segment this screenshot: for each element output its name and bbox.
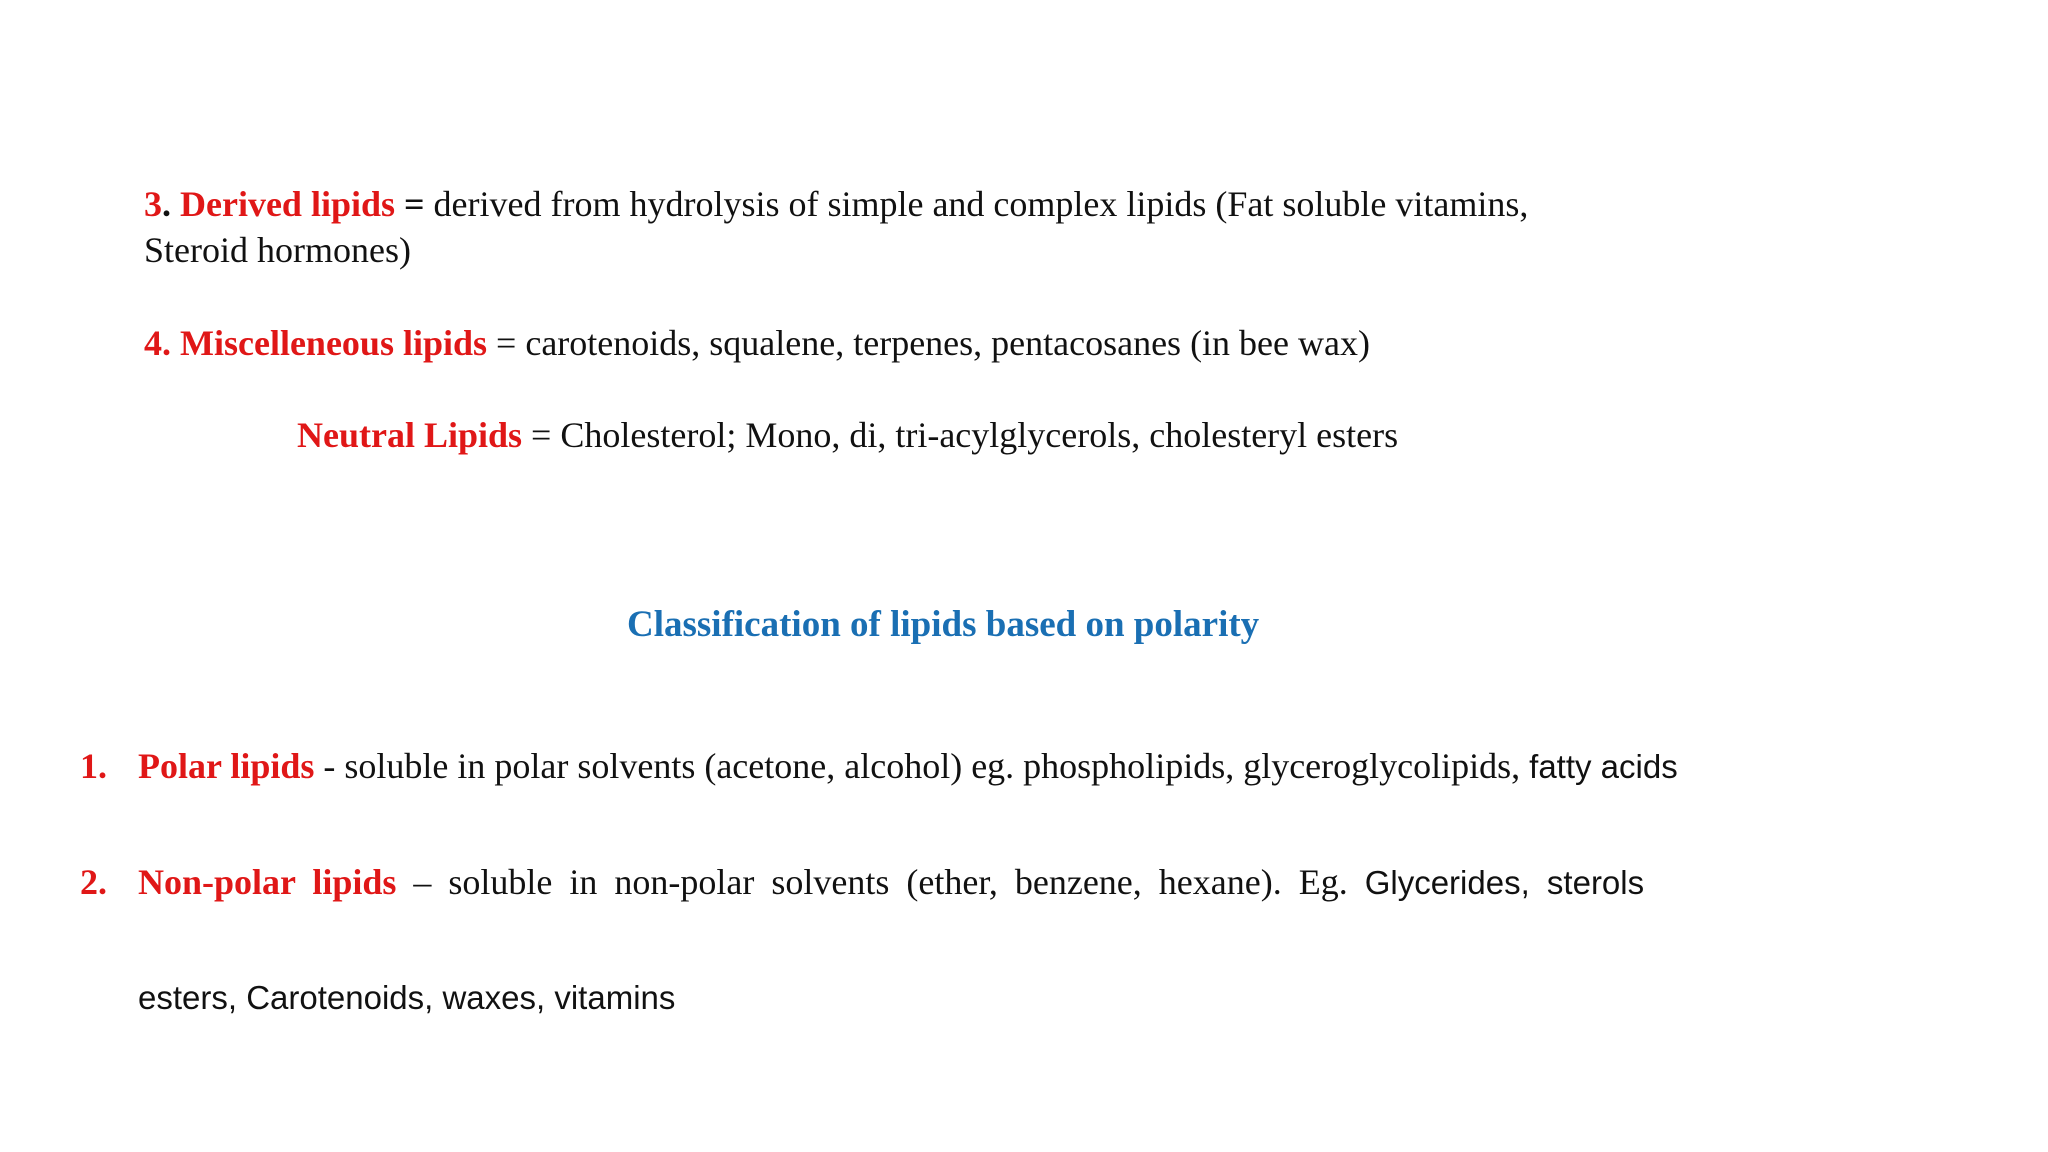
miscellaneous-lipids-definition: = carotenoids, squalene, terpenes, pentacosanes (in bee wax) (496, 323, 1370, 363)
derived-lipids-number: 3 (144, 184, 162, 224)
non-polar-lipids-definition-tail: Glycerides, sterols (1364, 864, 1645, 901)
neutral-lipids-line (297, 412, 1398, 458)
derived-lipids-equals: = (404, 184, 425, 224)
derived-lipids-definition: derived from hydrolysis of simple and complex lipids (Fat soluble vitamins, (433, 184, 1529, 224)
list-item-non-polar-lipids (80, 859, 1644, 906)
non-polar-lipids-continuation: esters, Carotenoids, waxes, vitamins (138, 979, 676, 1016)
derived-lipids-term: Derived lipids (180, 184, 396, 224)
miscellaneous-lipids-line (144, 320, 1370, 366)
section-title: Classification of lipids based on polarity (627, 604, 1260, 645)
derived-lipids-dot: . (162, 184, 171, 224)
non-polar-lipids-term: Non-polar lipids (138, 862, 397, 902)
non-polar-lipids-definition: – soluble in non-polar solvents (ether, benzene, hexane). Eg. (413, 862, 1348, 902)
miscellaneous-lipids-term: 4. Miscelleneous lipids (144, 323, 488, 363)
polar-lipids-definition: - soluble in polar solvents (acetone, alcohol) eg. phospholipids, glyceroglycolipids, (323, 746, 1521, 786)
derived-lipids-definition-cont: Steroid hormones) (144, 230, 411, 270)
derived-lipids-line-2 (144, 227, 411, 273)
polar-lipids-definition-tail: fatty acids (1529, 748, 1678, 785)
list-number: 2. (80, 862, 107, 902)
polar-lipids-term: Polar lipids (138, 746, 315, 786)
list-number: 1. (80, 746, 107, 786)
neutral-lipids-term: Neutral Lipids (297, 415, 523, 455)
derived-lipids-line-1 (144, 181, 1528, 227)
neutral-lipids-definition: = Cholesterol; Mono, di, tri-acylglycerols, cholesteryl esters (531, 415, 1399, 455)
list-item-polar-lipids (80, 743, 1678, 790)
